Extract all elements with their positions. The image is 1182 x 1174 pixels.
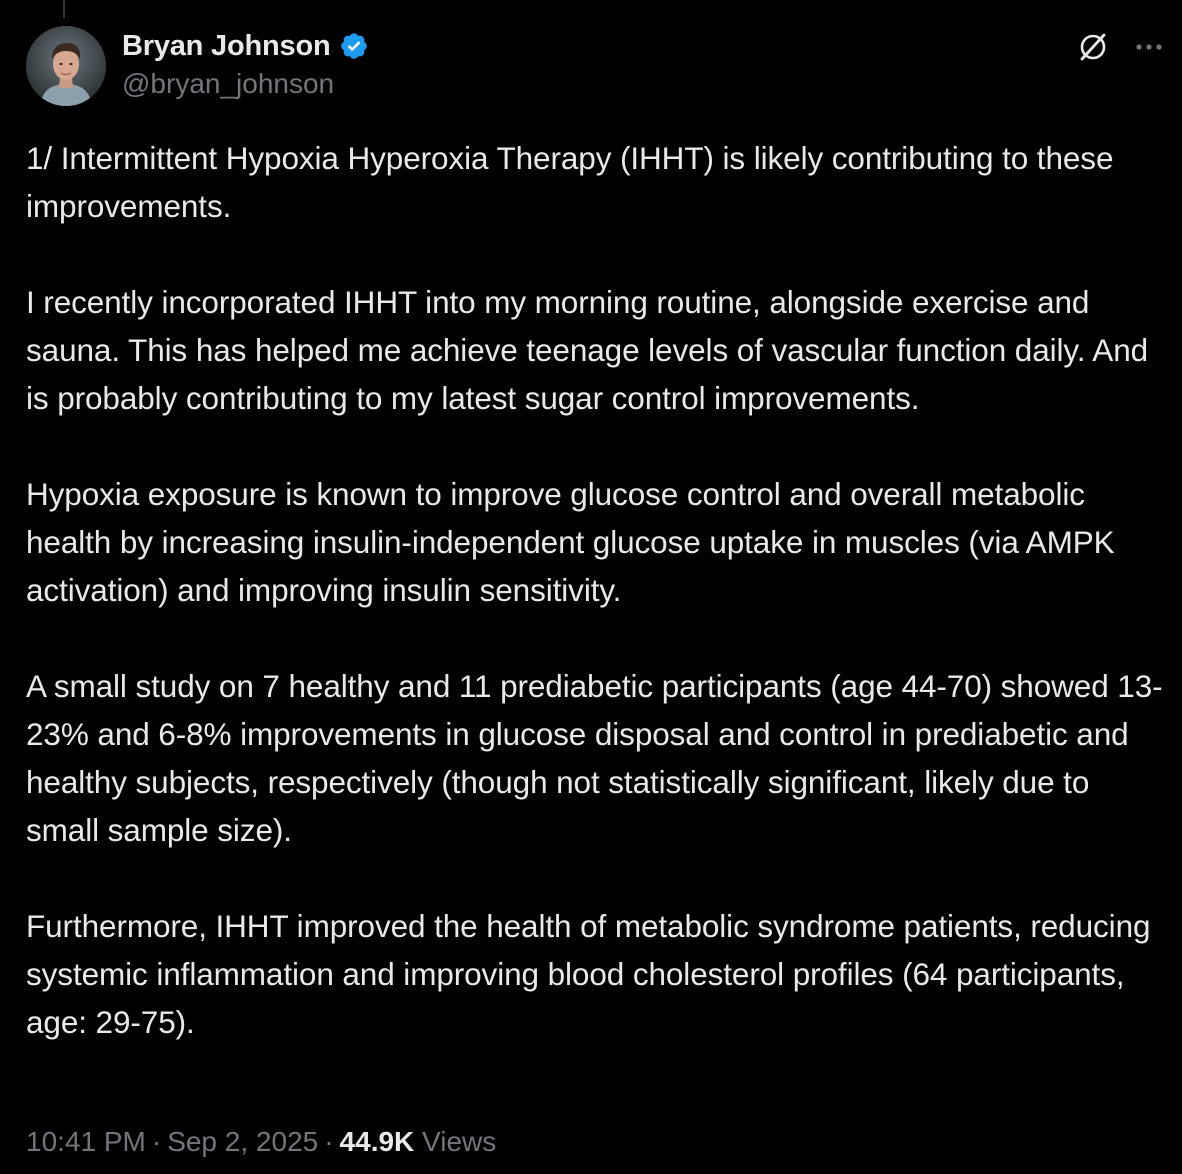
tweet-paragraph: A small study on 7 healthy and 11 prediabetic participants (age 44-70) showed 13-23% and 6-8% improvements in glucose disposal and control in prediabetic and healthy subjects, respectively (though not statistically significant, likely due to small sample size). bbox=[26, 668, 1163, 848]
tweet-paragraph: Hypoxia exposure is known to improve glucose control and overall metabolic health by increasing insulin-independent glucose uptake in muscles (via AMPK activation) and improving insulin sensitivity. bbox=[26, 476, 1115, 608]
views-count: 44.9K bbox=[339, 1126, 415, 1157]
verified-badge-icon[interactable] bbox=[339, 31, 369, 61]
meta-separator: · bbox=[324, 1126, 334, 1157]
author-display-name[interactable]: Bryan Johnson bbox=[122, 29, 331, 62]
tweet-date[interactable]: Sep 2, 2025 bbox=[167, 1126, 319, 1157]
tweet-meta bbox=[26, 1126, 496, 1158]
author-handle[interactable]: @bryan_johnson bbox=[122, 68, 335, 99]
tweet-paragraph: I recently incorporated IHHT into my morning routine, alongside exercise and sauna. This has helped me achieve teenage levels of vascular function daily. And is probably contributing to my latest sugar control improvements. bbox=[26, 284, 1149, 416]
author-names bbox=[122, 28, 369, 100]
more-dots-icon[interactable] bbox=[1132, 30, 1166, 64]
meta-separator: · bbox=[151, 1126, 162, 1157]
avatar[interactable] bbox=[26, 26, 106, 106]
display-name-row bbox=[122, 28, 369, 64]
tweet-actions-top bbox=[1076, 30, 1166, 64]
tweet-time[interactable]: 10:41 PM bbox=[26, 1126, 146, 1157]
tweet-text bbox=[26, 134, 1166, 1046]
tweet-header bbox=[26, 26, 1166, 106]
avatar-image bbox=[26, 26, 106, 106]
tweet-views[interactable] bbox=[340, 1126, 497, 1157]
tweet-paragraph: Furthermore, IHHT improved the health of metabolic syndrome patients, reducing systemic inflammation and improving blood cholesterol profiles (64 participants, age: 29-75). bbox=[26, 908, 1151, 1040]
thread-connector-line bbox=[63, 0, 65, 18]
views-label: Views bbox=[422, 1126, 497, 1157]
grok-icon[interactable] bbox=[1076, 30, 1110, 64]
tweet-paragraph: 1/ Intermittent Hypoxia Hyperoxia Therapy (IHHT) is likely contributing to these improvements. bbox=[26, 140, 1114, 224]
